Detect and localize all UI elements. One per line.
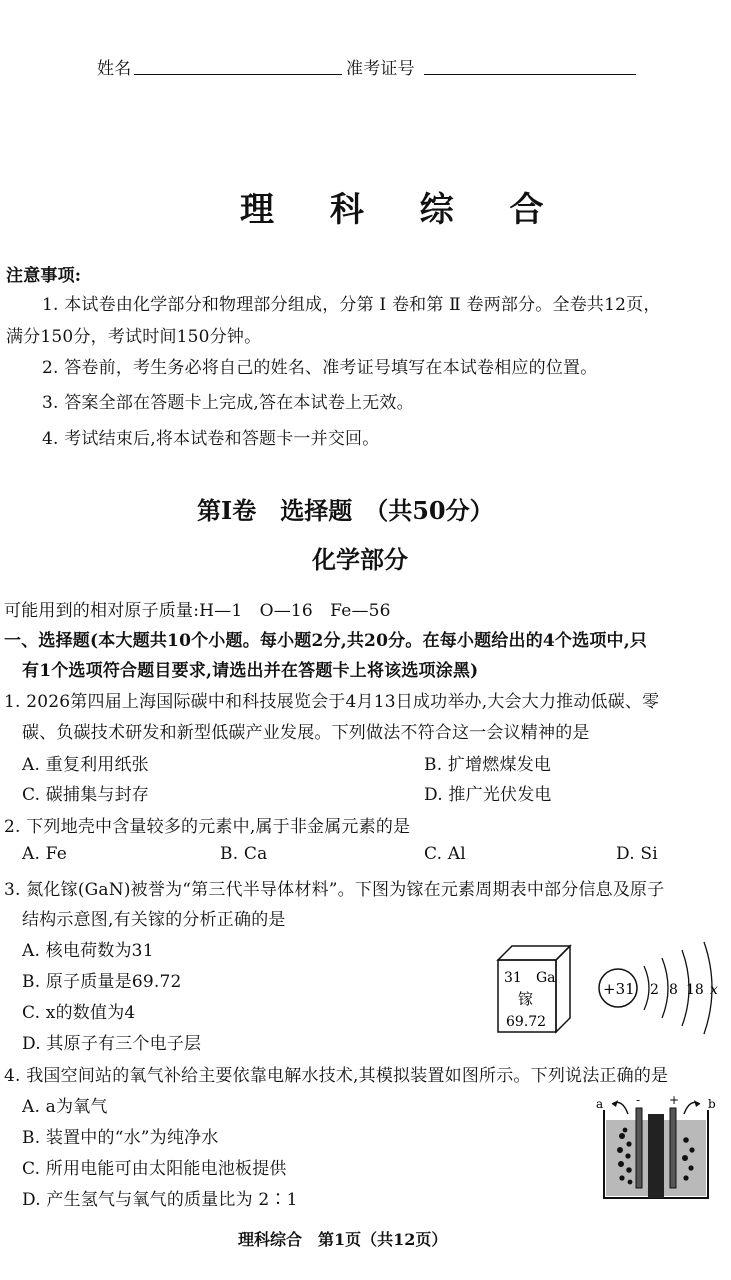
name-blank-line[interactable] — [134, 74, 342, 75]
page-footer: 理科综合 第1页（共12页） — [238, 1230, 448, 1249]
atomic-mass-note: 可能用到的相对原子质量:H—1 O—16 Fe—56 — [4, 601, 391, 621]
q3-option-a: A. 核电荷数为31 — [22, 941, 154, 961]
id-blank-line[interactable] — [424, 74, 636, 75]
q3-stem-line-1: 3. 氮化镓(GaN)被誉为“第三代半导体材料”。下图为镓在元素周期表中部分信息及原子 — [4, 880, 665, 900]
page-title: 理 科 综 合 — [240, 190, 566, 230]
q2-option-d: D. Si — [616, 844, 658, 864]
gas-label-a: a — [596, 1097, 604, 1111]
name-label: 姓名 — [97, 59, 132, 79]
id-label: 准考证号 — [346, 59, 415, 79]
anode-electrode — [670, 1108, 676, 1188]
subsection-heading: 化学部分 — [312, 545, 408, 574]
q3-stem-line-2: 结构示意图,有关镓的分析正确的是 — [22, 910, 286, 930]
notice-item-3: 3. 答案全部在答题卡上完成,答在本试卷上无效。 — [42, 393, 414, 413]
q4-option-a: A. a为氧气 — [22, 1097, 108, 1117]
element-mass: 69.72 — [506, 1014, 547, 1030]
q1-option-d: D. 推广光伏发电 — [424, 785, 552, 805]
electrolysis-apparatus-figure — [592, 1092, 720, 1202]
notice-item-1-line-2: 满分150分，考试时间150分钟。 — [6, 327, 262, 347]
q4-option-c: C. 所用电能可由太阳能电池板提供 — [22, 1159, 287, 1179]
electrode-plus-sign: + — [669, 1093, 680, 1107]
q3-option-d: D. 其原子有三个电子层 — [22, 1034, 202, 1054]
atom-structure-figure — [596, 930, 726, 1046]
q4-option-b: B. 装置中的“水”为纯净水 — [22, 1128, 219, 1148]
notice-heading: 注意事项: — [6, 266, 82, 286]
element-number: 31 — [504, 970, 522, 986]
part-instruction-line-2: 有1个选项符合题目要求,请选出并在答题卡上将该选项涂黑) — [22, 661, 479, 681]
section-heading: 第Ⅰ卷 选择题 （共50分） — [197, 496, 494, 525]
part-instruction-line-1: 一、选择题(本大题共10个小题。每小题2分,共20分。在每小题给出的4个选项中,只 — [4, 631, 648, 651]
q3-option-c: C. x的数值为4 — [22, 1003, 136, 1023]
shell-1-count: 2 — [650, 982, 659, 998]
element-card-figure — [494, 940, 574, 1036]
q4-option-d: D. 产生氢气与氧气的质量比为 2∶1 — [22, 1190, 298, 1210]
shell-2-count: 8 — [669, 982, 678, 998]
notice-item-4: 4. 考试结束后,将本试卷和答题卡一并交回。 — [42, 429, 380, 449]
q1-stem-line-2: 碳、负碳技术研发和新型低碳产业发展。下列做法不符合这一会议精神的是 — [22, 723, 590, 743]
q2-option-a: A. Fe — [22, 844, 68, 864]
q1-option-c: C. 碳捕集与封存 — [22, 785, 150, 805]
q3-option-b: B. 原子质量是69.72 — [22, 972, 182, 992]
notice-item-2: 2. 答卷前，考生务必将自己的姓名、准考证号填写在本试卷相应的位置。 — [42, 358, 598, 378]
membrane — [648, 1114, 664, 1198]
q2-option-b: B. Ca — [220, 844, 268, 864]
q1-stem-line-1: 1. 2026第四届上海国际碳中和科技展览会于4月13日成功举办,大会大力推动低碳、零 — [4, 692, 660, 712]
q1-option-a: A. 重复利用纸张 — [22, 755, 149, 775]
atom-nucleus-charge: +31 — [603, 980, 635, 998]
shell-4-count: x — [710, 982, 718, 998]
q2-stem: 2. 下列地壳中含量较多的元素中,属于非金属元素的是 — [4, 817, 411, 837]
q2-option-c: C. Al — [424, 844, 466, 864]
shell-3-count: 18 — [686, 982, 704, 998]
q4-stem: 4. 我国空间站的氧气补给主要依靠电解水技术,其模拟装置如图所示。下列说法正确的是 — [4, 1066, 669, 1086]
cathode-electrode — [636, 1108, 642, 1188]
element-name: 镓 — [518, 990, 534, 1008]
q1-option-b: B. 扩增燃煤发电 — [424, 755, 552, 775]
gas-label-b: b — [708, 1097, 716, 1111]
element-symbol: Ga — [536, 970, 556, 986]
notice-item-1-line-1: 1. 本试卷由化学部分和物理部分组成，分第 Ⅰ 卷和第 Ⅱ 卷两部分。全卷共12页， — [42, 295, 661, 315]
electrode-minus-sign: - — [636, 1093, 641, 1107]
